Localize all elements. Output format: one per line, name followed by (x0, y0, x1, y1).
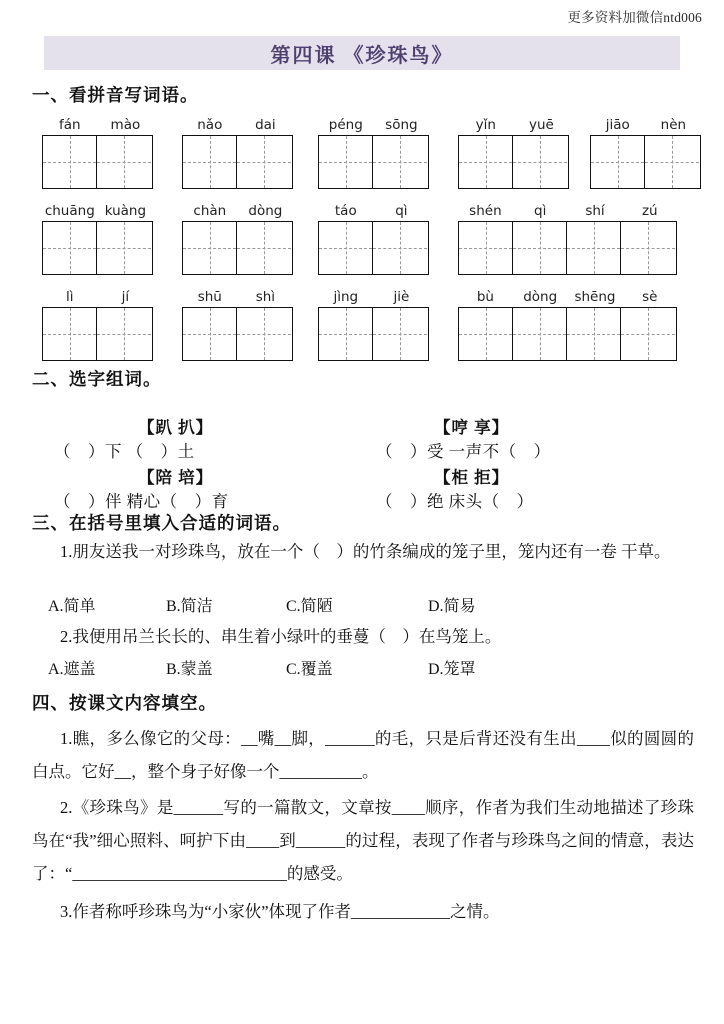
s2-right-items-1: （ ）受 一声不（ ） (376, 442, 551, 461)
pinyin-word-group (458, 110, 569, 189)
s2-left-items-1: （ ）下 （ ）土 (54, 442, 195, 461)
pinyin-syllable: sè (642, 288, 658, 305)
pinyin-word-group (318, 110, 429, 189)
pinyin-syllable: nèn (660, 116, 687, 133)
tianzige-cell[interactable] (621, 222, 675, 274)
pinyin-syllable: dai (255, 116, 276, 133)
pinyin-word-group (42, 110, 153, 189)
tianzige-grid[interactable] (318, 307, 429, 361)
tianzige-cell[interactable] (459, 136, 513, 188)
s3-question-1-text: 1.朋友送我一对珍珠鸟，放在一个（ ）的竹条编成的笼子里，笼内还有一卷 干草。 (60, 542, 671, 561)
tianzige-grid[interactable] (318, 135, 429, 189)
s2-right-brackets-2: 【柜 拒】 (434, 468, 510, 487)
tianzige-cell[interactable] (513, 136, 567, 188)
option-a[interactable]: A.遮盖 (48, 661, 96, 678)
s2-left-items-2: （ ）伴 精心（ ）育 (54, 492, 229, 511)
s2-left-brackets-2: 【陪 培】 (138, 468, 214, 487)
pinyin-row-2 (0, 196, 724, 276)
pinyin-labels (318, 196, 429, 218)
pinyin-word-group (182, 196, 293, 275)
tianzige-grid[interactable] (458, 307, 677, 361)
pinyin-syllable: zú (641, 202, 658, 219)
pinyin-syllable: chàn (193, 202, 227, 219)
s4-item-1: 1.瞧，多么像它的父母：__嘴__脚，______的毛，只是后背还没有生出____似的圆圆的白点。它好__，整个身子好像一个__________。 (32, 729, 694, 781)
pinyin-syllable: dòng (523, 288, 558, 305)
pinyin-syllable: yǐn (475, 116, 496, 133)
page-title: 第四课 《珍珠鸟》 (270, 44, 454, 67)
pinyin-syllable: lì (66, 288, 74, 305)
section-heading-four: 四、按课文内容填空。 (32, 693, 217, 713)
pinyin-syllable: qì (395, 202, 408, 219)
pinyin-syllable: shēng (574, 288, 616, 305)
s3-question-1-options (48, 593, 704, 616)
pinyin-syllable: kuàng (104, 202, 147, 219)
s3-question-2-text: 2.我便用吊兰长长的、串生着小绿叶的垂蔓（ ）在鸟笼上。 (60, 627, 502, 646)
pinyin-syllable: dòng (248, 202, 283, 219)
pinyin-syllable: shén (469, 202, 502, 219)
pinyin-word-group (42, 196, 153, 275)
section-heading-three: 三、在括号里填入合适的词语。 (32, 513, 291, 533)
tianzige-cell[interactable] (645, 136, 699, 188)
pinyin-syllable: mào (110, 116, 141, 133)
s2-right-brackets-1: 【哼 享】 (434, 418, 510, 437)
tianzige-cell[interactable] (373, 136, 427, 188)
pinyin-syllable: péng (328, 116, 363, 133)
pinyin-word-group (318, 196, 429, 275)
pinyin-syllable: sōng (385, 116, 418, 133)
pinyin-labels (182, 196, 293, 218)
option-d[interactable]: D.简易 (428, 598, 476, 615)
tianzige-cell[interactable] (237, 222, 291, 274)
pinyin-syllable: qì (534, 202, 547, 219)
tianzige-grid[interactable] (42, 221, 153, 275)
pinyin-labels (42, 110, 153, 132)
tianzige-cell[interactable] (43, 136, 97, 188)
tianzige-grid[interactable] (590, 135, 701, 189)
tianzige-cell[interactable] (567, 308, 621, 360)
lesson-title-bar (44, 36, 680, 70)
pinyin-word-group (458, 196, 677, 275)
tianzige-cell[interactable] (43, 222, 97, 274)
tianzige-cell[interactable] (237, 308, 291, 360)
tianzige-grid[interactable] (458, 135, 569, 189)
tianzige-cell[interactable] (97, 222, 151, 274)
tianzige-cell[interactable] (183, 308, 237, 360)
pinyin-word-group (318, 282, 429, 361)
pinyin-syllable: jìng (333, 288, 359, 305)
tianzige-grid[interactable] (318, 221, 429, 275)
pinyin-syllable: shí (585, 202, 605, 219)
pinyin-word-group (458, 282, 677, 361)
pinyin-row-1 (0, 110, 724, 190)
pinyin-labels (458, 282, 677, 304)
option-b[interactable]: B.简洁 (166, 598, 213, 615)
tianzige-cell[interactable] (513, 308, 567, 360)
tianzige-grid[interactable] (42, 307, 153, 361)
header-watermark-note: 更多资料加微信ntd006 (567, 10, 702, 25)
tianzige-cell[interactable] (319, 308, 373, 360)
option-a[interactable]: A.简单 (48, 598, 96, 615)
pinyin-labels (182, 110, 293, 132)
pinyin-labels (42, 282, 153, 304)
section-heading-two: 二、选字组词。 (32, 369, 162, 389)
pinyin-syllable: jiāo (605, 116, 630, 133)
tianzige-cell[interactable] (591, 136, 645, 188)
tianzige-cell[interactable] (513, 222, 567, 274)
tianzige-grid[interactable] (182, 307, 293, 361)
pinyin-word-group (182, 110, 293, 189)
pinyin-syllable: jiè (393, 288, 410, 305)
pinyin-labels (590, 110, 701, 132)
tianzige-cell[interactable] (459, 222, 513, 274)
tianzige-cell[interactable] (97, 136, 151, 188)
tianzige-cell[interactable] (373, 222, 427, 274)
pinyin-row-3 (0, 282, 724, 362)
pinyin-syllable: yuē (528, 116, 554, 133)
pinyin-labels (458, 110, 569, 132)
pinyin-syllable: fán (59, 116, 81, 133)
pinyin-syllable: shū (197, 288, 222, 305)
s3-question-2-options (48, 656, 704, 679)
pinyin-syllable: chuāng (44, 202, 95, 219)
pinyin-word-group (42, 282, 153, 361)
s2-left-brackets-1: 【趴 扒】 (138, 418, 214, 437)
tianzige-grid[interactable] (182, 135, 293, 189)
tianzige-grid[interactable] (458, 221, 677, 275)
tianzige-cell[interactable] (621, 308, 675, 360)
s4-item-2: 2.《珍珠鸟》是______写的一篇散文，文章按____顺序，作者为我们生动地描述了珍珠鸟在“我”细心照料、呵护下由____到______的过程，表现了作者与珍珠鸟之间的情意，表达了：“__________________________的感受。 (32, 798, 694, 883)
tianzige-cell[interactable] (43, 308, 97, 360)
s2-right-items-2: （ ）绝 床头（ ） (376, 492, 534, 511)
option-b[interactable]: B.蒙盖 (166, 661, 213, 678)
pinyin-syllable: nǎo (197, 116, 223, 133)
pinyin-labels (182, 282, 293, 304)
tianzige-cell[interactable] (237, 136, 291, 188)
tianzige-cell[interactable] (567, 222, 621, 274)
pinyin-word-group (590, 110, 701, 189)
tianzige-grid[interactable] (182, 221, 293, 275)
tianzige-cell[interactable] (97, 308, 151, 360)
tianzige-cell[interactable] (183, 222, 237, 274)
pinyin-word-group (182, 282, 293, 361)
pinyin-syllable: bù (476, 288, 494, 305)
pinyin-labels (458, 196, 677, 218)
tianzige-cell[interactable] (373, 308, 427, 360)
tianzige-cell[interactable] (183, 136, 237, 188)
pinyin-labels (318, 282, 429, 304)
tianzige-cell[interactable] (319, 222, 373, 274)
pinyin-syllable: shì (255, 288, 276, 305)
tianzige-cell[interactable] (459, 308, 513, 360)
pinyin-syllable: jí (121, 288, 130, 305)
tianzige-grid[interactable] (42, 135, 153, 189)
pinyin-labels (318, 110, 429, 132)
pinyin-syllable: táo (334, 202, 357, 219)
option-d[interactable]: D.笼罩 (428, 661, 476, 678)
option-c[interactable]: C.简陋 (286, 598, 333, 615)
pinyin-labels (42, 196, 153, 218)
option-c[interactable]: C.覆盖 (286, 661, 333, 678)
s4-item-3: 3.作者称呼珍珠鸟为“小家伙”体现了作者____________之情。 (60, 902, 500, 921)
section-heading-one: 一、看拼音写词语。 (32, 85, 199, 105)
tianzige-cell[interactable] (319, 136, 373, 188)
